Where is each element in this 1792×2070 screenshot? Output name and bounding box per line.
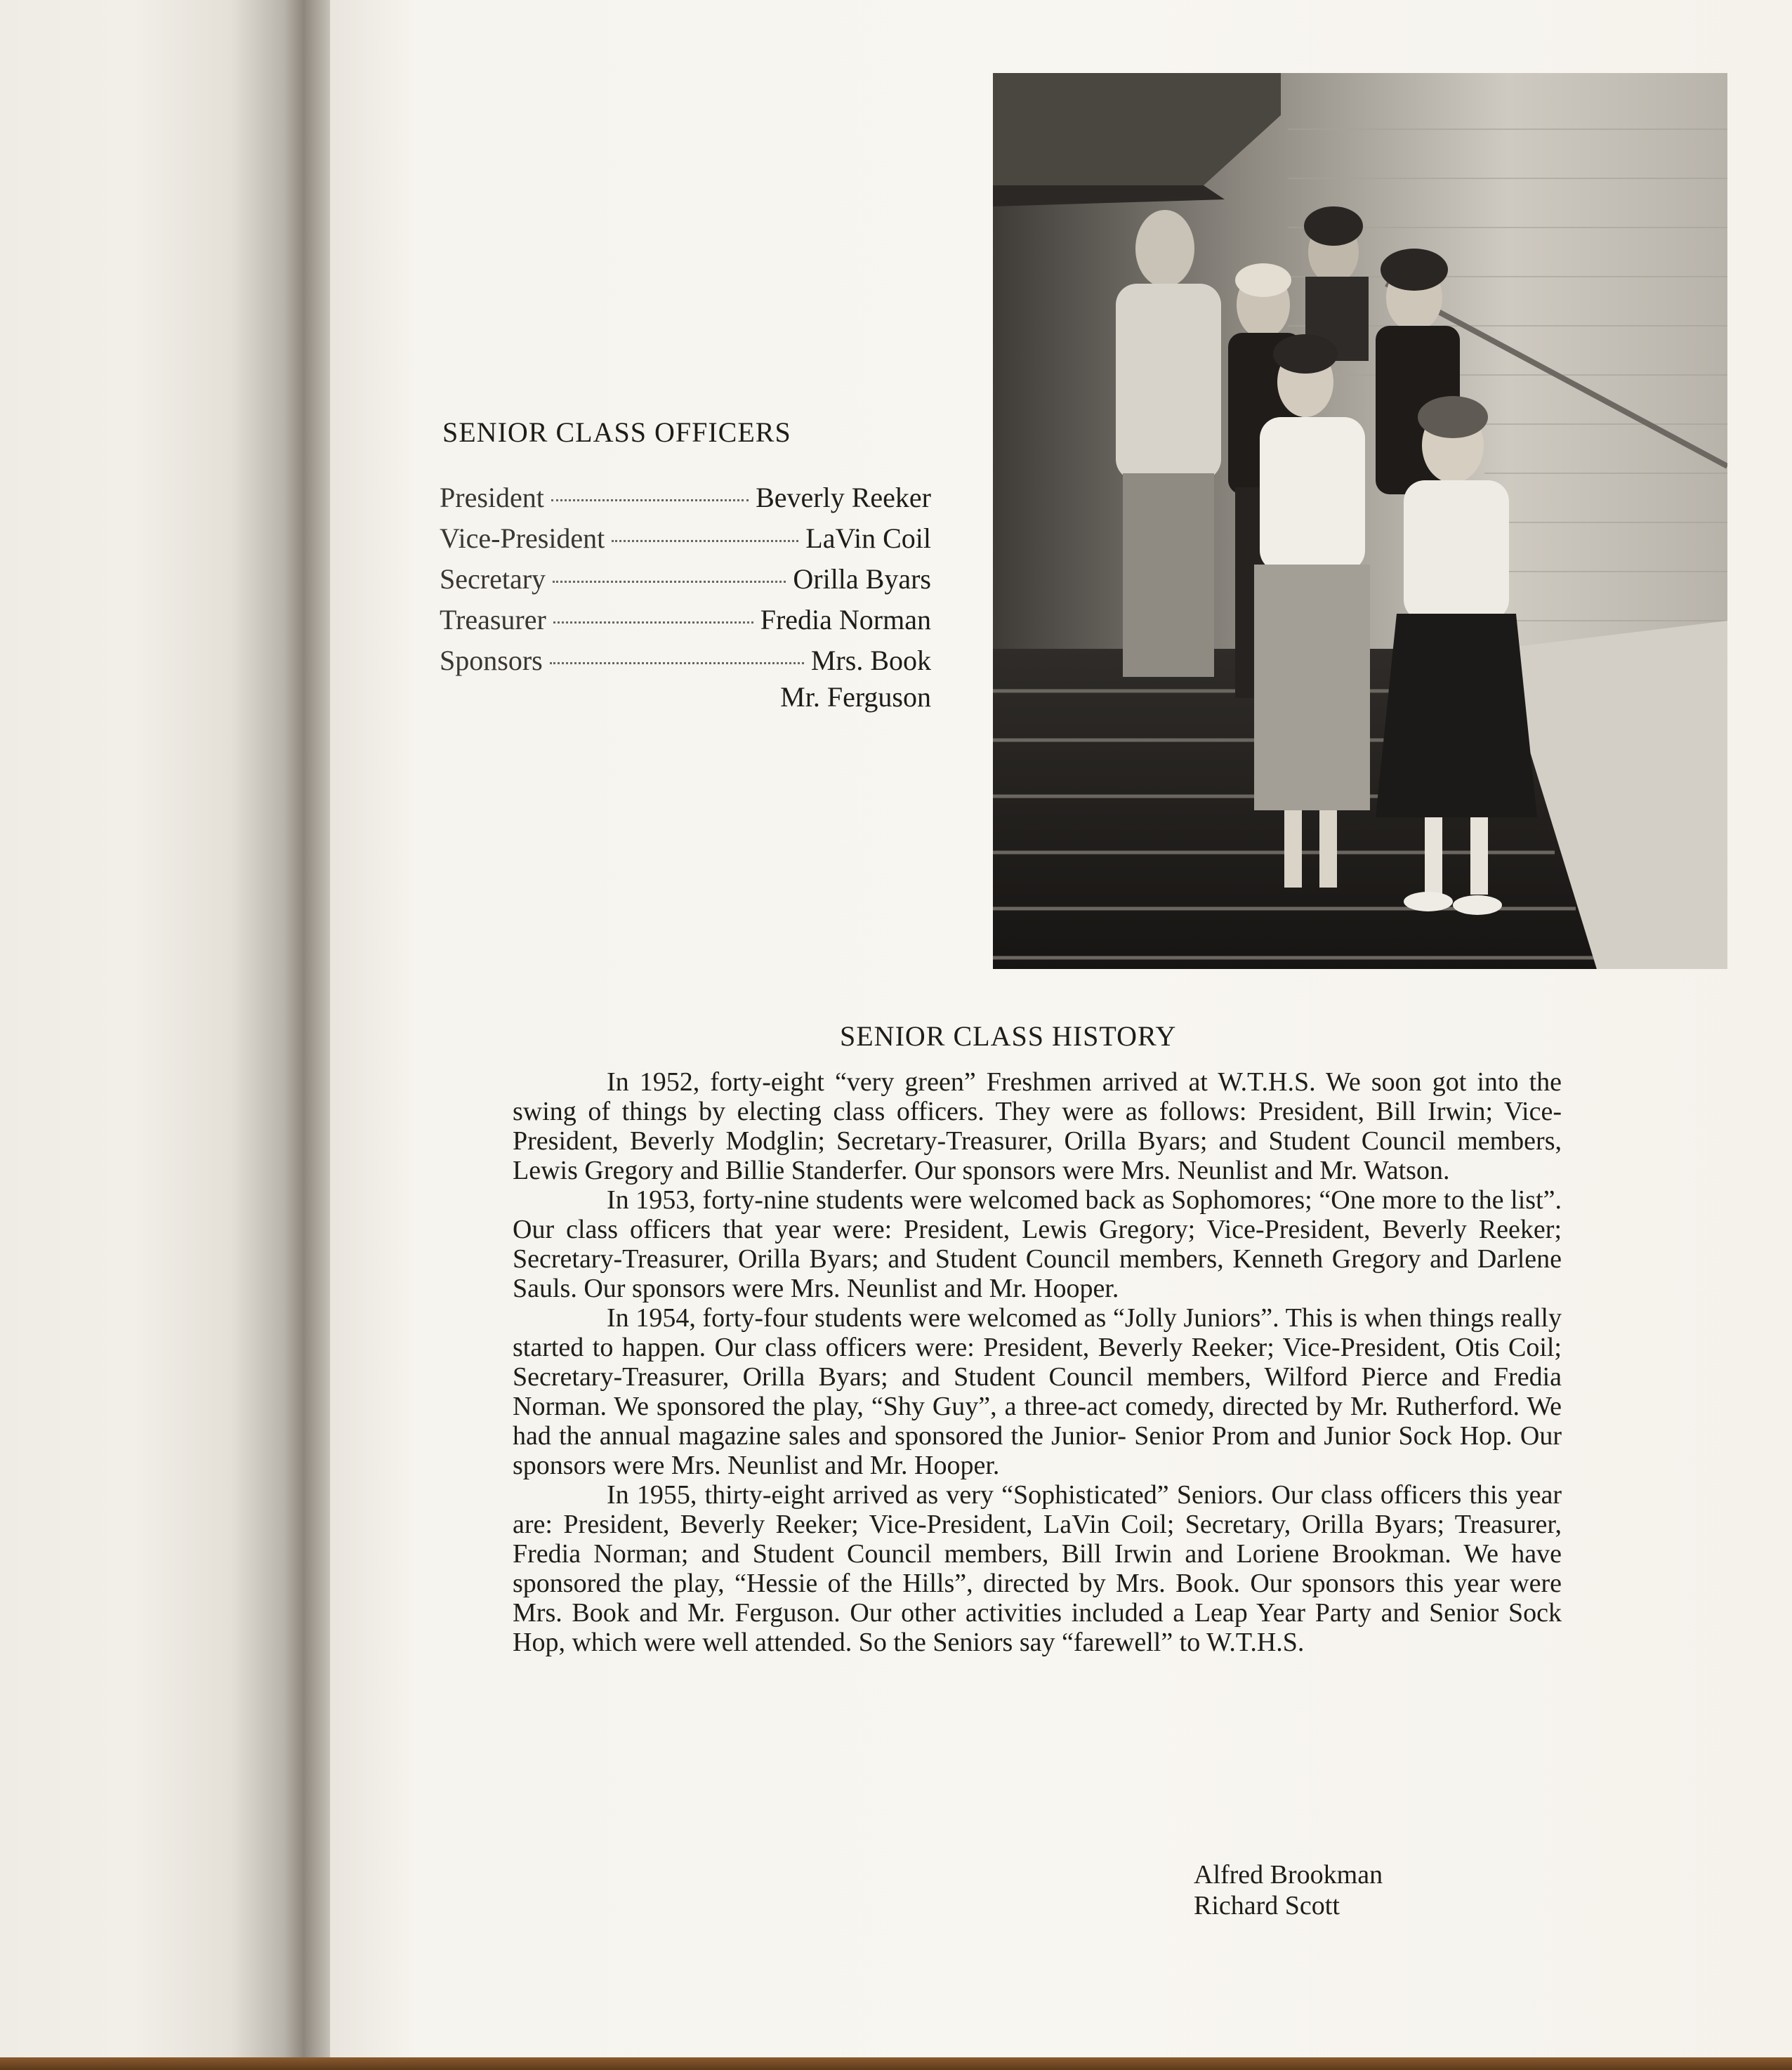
officer-row-sponsors	[440, 640, 931, 681]
history-paragraph-1953: In 1953, forty-nine students were welcomed back as Sophomores; “One more to the list”. Our class officers that year were: President, Lewis Gregory; Vice-President, Beverly Reeker; Secretary-Treasurer, Orilla Byars; and Student Council members, Kenneth Gregory and Darlene Sauls. Our sponsors were Mrs. Neunlist and Mr. Hooper.	[513, 1185, 1562, 1303]
book-gutter	[0, 0, 330, 2070]
history-heading: SENIOR CLASS HISTORY	[840, 1020, 1177, 1052]
book-bottom-edge	[0, 2057, 1792, 2070]
officers-heading: SENIOR CLASS OFFICERS	[442, 416, 791, 448]
dot-leader	[553, 581, 786, 583]
officer-row-vice-president	[440, 518, 931, 559]
officer-name: Mrs. Book	[810, 645, 931, 676]
officer-row-secretary	[440, 559, 931, 600]
dot-leader	[550, 662, 804, 664]
second-sponsor-name: Mr. Ferguson	[780, 681, 931, 713]
officer-name: Beverly Reeker	[756, 482, 931, 513]
signer-name: Richard Scott	[1194, 1891, 1340, 1920]
history-paragraph-1955: In 1955, thirty-eight arrived as very “Sophisticated” Seniors. Our class officers this year are: President, Beverly Reeker; Vice-President, LaVin Coil; Secretary, Orilla Byars; Treasurer, Fredia Norman; and Student Council members, Bill Irwin and Loriene Brookman. We have sponsored the play, “Hessie of the Hills”, directed by Mrs. Book. Our sponsors this year were Mrs. Book and Mr. Ferguson. Our other activities included a Leap Year Party and Senior Sock Hop, which were well attended. So the Seniors say “farewell” to W.T.H.S.	[513, 1480, 1562, 1657]
history-paragraph-1954: In 1954, forty-four students were welcomed as “Jolly Juniors”. This is when things really started to happen. Our class officers were: President, Beverly Reeker; Vice-President, Otis Coil; Secretary-Treasurer, Orilla Byars; and Student Council members, Wilford Pierce and Fredia Norman. We sponsored the play, “Shy Guy”, a three-act comedy, directed by Mr. Rutherford. We had the annual magazine sales and sponsored the Junior- Senior Prom and Junior Sock Hop. Our sponsors were Mrs. Neunlist and Mr. Hooper.	[513, 1303, 1562, 1480]
officers-group-photo	[993, 73, 1727, 969]
officer-name: Fredia Norman	[760, 604, 931, 635]
officer-row-treasurer	[440, 600, 931, 640]
officer-role: President	[440, 482, 544, 513]
officer-role: Secretary	[440, 563, 546, 595]
dot-leader	[612, 540, 798, 542]
history-body	[513, 1067, 1562, 1657]
history-paragraph-1952: In 1952, forty-eight “very green” Freshmen arrived at W.T.H.S. We soon got into the swing of things by electing class officers. They were as follows: President, Bill Irwin; Vice-President, Beverly Modglin; Secretary-Treasurer, Orilla Byars; and Student Council members, Lewis Gregory and Billie Standerfer. Our sponsors were Mrs. Neunlist and Mr. Watson.	[513, 1067, 1562, 1185]
officer-role: Vice-President	[440, 522, 605, 554]
officer-role: Treasurer	[440, 604, 546, 635]
officers-list	[440, 477, 931, 713]
officer-name: Orilla Byars	[793, 563, 931, 595]
officer-row-president	[440, 477, 931, 518]
officer-role: Sponsors	[440, 645, 543, 676]
staircase-photo-illustration	[993, 73, 1727, 969]
dot-leader	[551, 499, 749, 501]
dot-leader	[553, 621, 753, 624]
officer-name: LaVin Coil	[805, 522, 931, 554]
signer-name: Alfred Brookman	[1194, 1860, 1383, 1890]
history-signers	[1194, 1859, 1545, 1921]
